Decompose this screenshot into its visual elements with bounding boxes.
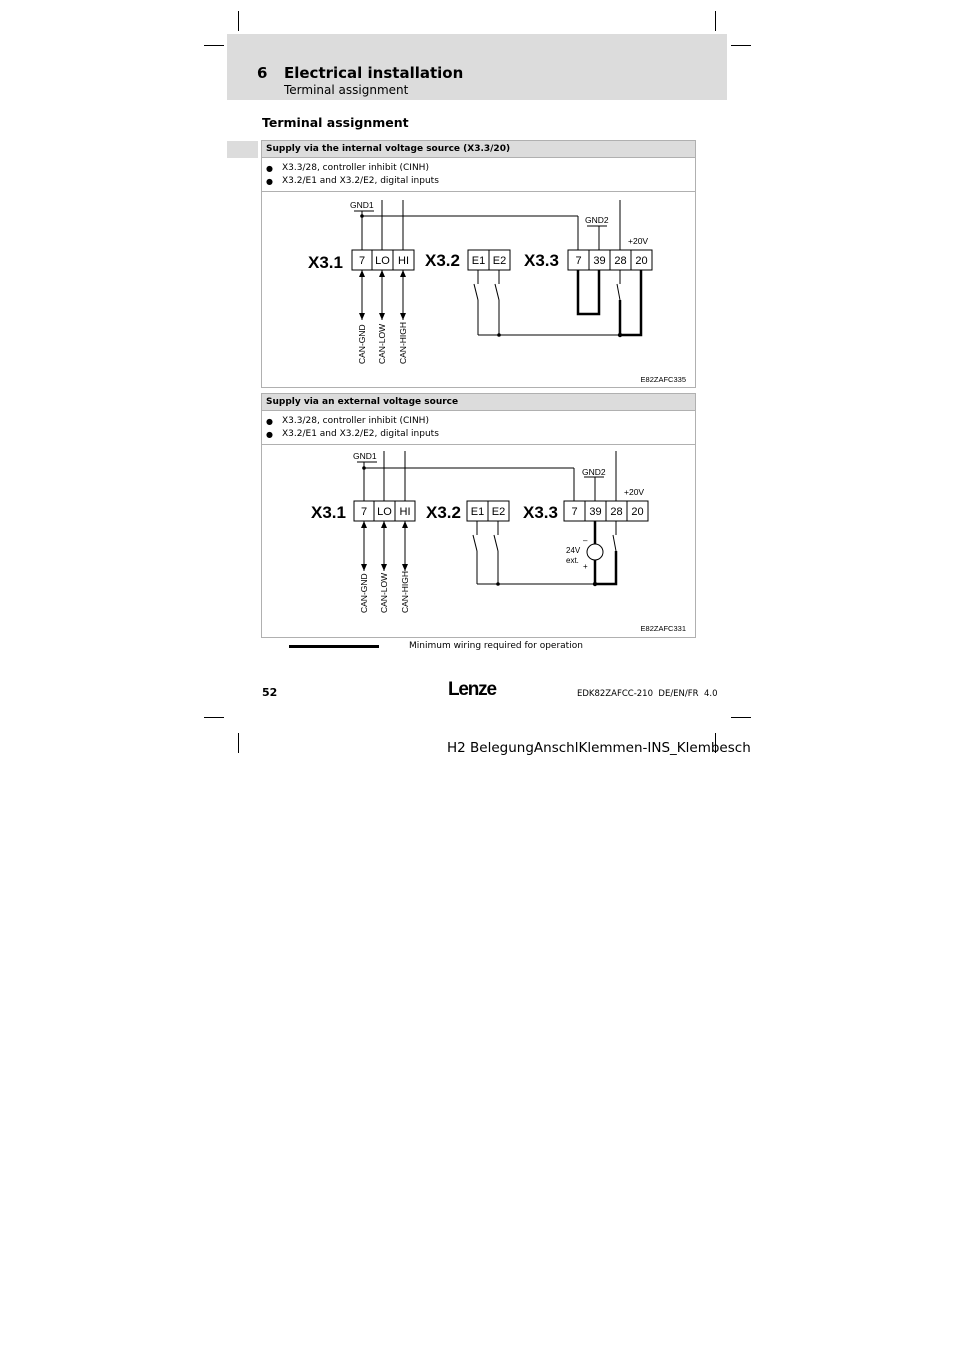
can-low-label: CAN-LOW	[377, 323, 387, 364]
section-title: Terminal assignment	[262, 115, 409, 130]
can-high-label: CAN-HIGH	[398, 321, 408, 364]
v20-label: +20V	[624, 487, 645, 497]
gnd1-label: GND1	[350, 200, 374, 210]
x31-label: X3.1	[308, 253, 343, 272]
terminal-x33-39: 39	[589, 506, 602, 518]
can-gnd-label: CAN-GND	[357, 324, 367, 364]
terminal-x33-28: 28	[614, 255, 627, 267]
terminal-x31-7: 7	[358, 255, 366, 267]
list-item: ● X3.2/E1 and X3.2/E2, digital inputs	[266, 176, 439, 186]
diagram-ref: E82ZAFC331	[640, 624, 686, 633]
list-item: ● X3.3/28, controller inhibit (CINH)	[266, 163, 429, 173]
side-tab	[227, 141, 258, 158]
legend-line-sample	[289, 645, 379, 648]
can-gnd-label: CAN-GND	[359, 573, 369, 613]
terminal-x33-28: 28	[610, 506, 623, 518]
ext-plus-label: +	[583, 562, 588, 571]
crop-mark	[204, 45, 224, 46]
terminal-x33-20: 20	[635, 255, 648, 267]
crop-mark	[238, 11, 239, 31]
can-high-label: CAN-HIGH	[400, 570, 410, 613]
panel-internal-supply	[261, 140, 696, 388]
terminal-x32-e1: E1	[470, 506, 485, 518]
panel-heading: Supply via the internal voltage source (X3.3/20)	[262, 141, 695, 158]
terminal-x31-7: 7	[360, 506, 368, 518]
x32-label: X3.2	[426, 503, 461, 522]
x33-label: X3.3	[523, 503, 558, 522]
crop-mark	[731, 717, 751, 718]
list-item: ● X3.2/E1 and X3.2/E2, digital inputs	[266, 429, 439, 439]
v20-label: +20V	[628, 236, 649, 246]
document-id: EDK82ZAFCC-210 DE/EN/FR 4.0	[577, 689, 718, 699]
ext-label: ext.	[566, 556, 579, 565]
ext-24v-label: 24V	[566, 546, 581, 555]
can-low-label: CAN-LOW	[379, 572, 389, 613]
terminal-x33-20: 20	[631, 506, 644, 518]
brand-logo: Lenze	[448, 679, 496, 700]
terminal-x31-hi: HI	[398, 255, 409, 267]
gnd2-label: GND2	[582, 467, 606, 477]
diagram-ref: E82ZAFC335	[640, 375, 686, 384]
terminal-x32-e2: E2	[492, 255, 507, 267]
panel-external-supply	[261, 393, 696, 638]
crop-mark	[204, 717, 224, 718]
footer-filename: H2 BelegungAnschlKlemmen-INS_Klembesch	[447, 740, 751, 756]
terminal-x31-lo: LO	[377, 506, 392, 518]
crop-mark	[238, 733, 239, 753]
terminal-x33-39: 39	[593, 255, 606, 267]
chapter-subtitle: Terminal assignment	[284, 83, 409, 97]
panel-heading: Supply via an external voltage source	[262, 394, 695, 411]
terminal-x32-e1: E1	[471, 255, 486, 267]
terminal-x33-7: 7	[575, 255, 582, 267]
crop-mark	[715, 11, 716, 31]
ext-minus-label: –	[583, 536, 588, 545]
wiring-diagram-internal	[262, 192, 695, 387]
bullet-list	[262, 158, 695, 192]
chapter-number: 6	[257, 64, 268, 82]
crop-mark	[731, 45, 751, 46]
terminal-x31-lo: LO	[375, 255, 390, 267]
terminal-x31-hi: HI	[399, 506, 411, 518]
list-item: ● X3.3/28, controller inhibit (CINH)	[266, 416, 429, 426]
legend-text: Minimum wiring required for operation	[409, 641, 583, 651]
page-number: 52	[262, 686, 278, 699]
terminal-x32-e2: E2	[491, 506, 506, 518]
gnd1-label: GND1	[353, 451, 377, 461]
chapter-title: Electrical installation	[284, 64, 464, 82]
gnd2-label: GND2	[585, 215, 609, 225]
x31-label: X3.1	[311, 503, 346, 522]
bullet-list	[262, 411, 695, 445]
terminal-x33-7: 7	[571, 506, 578, 518]
x33-label: X3.3	[524, 251, 559, 270]
wiring-diagram-external	[262, 445, 695, 637]
x32-label: X3.2	[425, 251, 460, 270]
